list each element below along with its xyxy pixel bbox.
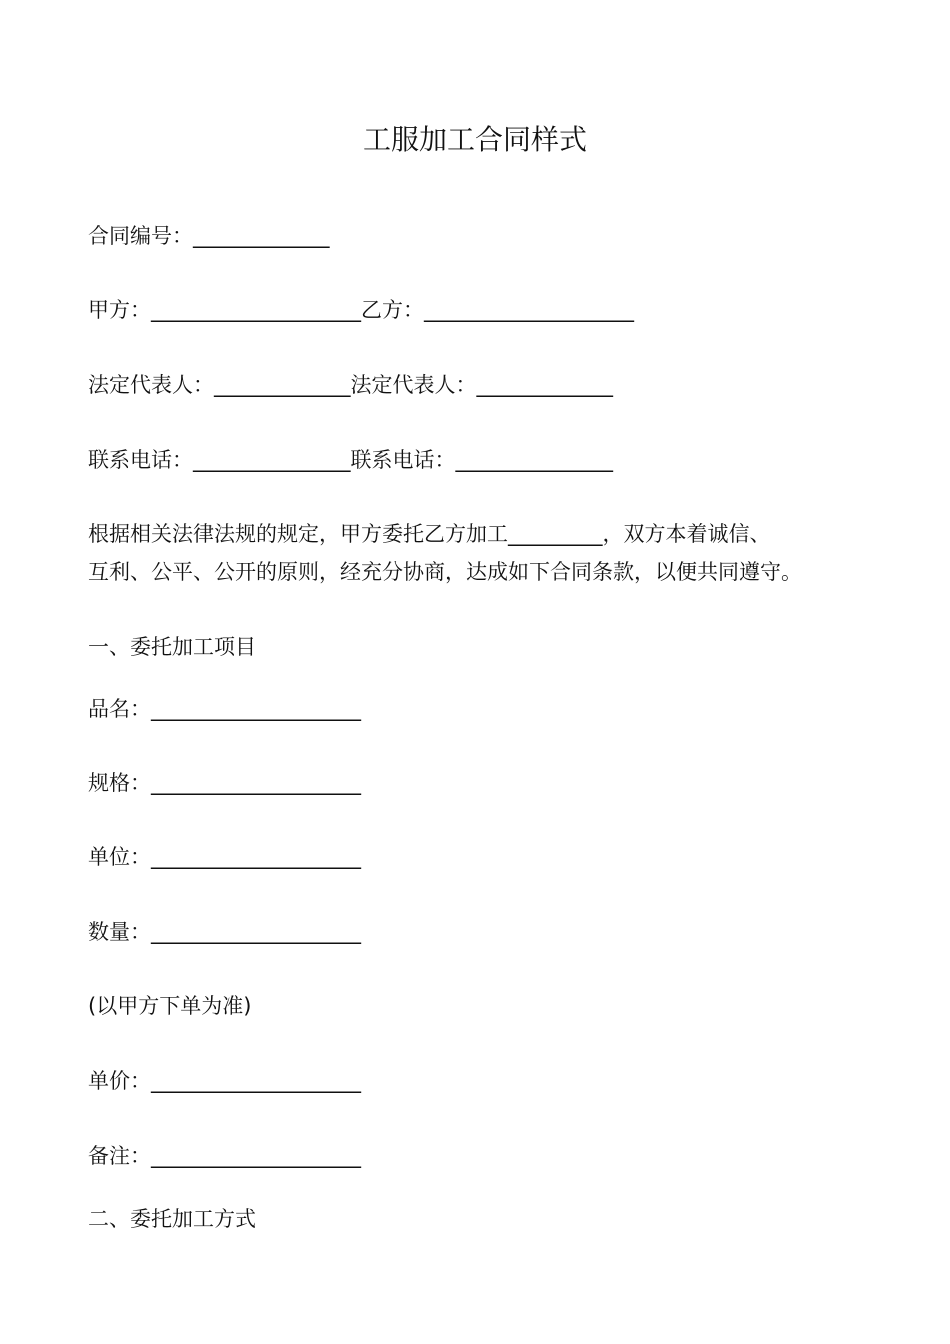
- contract-number-line: 合同编号：_____________: [88, 224, 330, 248]
- party-line: 甲方：____________________乙方：____________________: [88, 298, 634, 322]
- item-name-line: 品名：____________________: [88, 697, 361, 721]
- intro-paragraph: [88, 520, 868, 584]
- section-2-heading: 二、委托加工方式: [88, 1207, 256, 1231]
- section-1-heading: 一、委托加工项目: [88, 635, 256, 659]
- item-spec-line: 规格：____________________: [88, 771, 361, 795]
- legal-representative-line: 法定代表人：_____________法定代表人：_____________: [88, 373, 613, 397]
- intro-paragraph-line-1: 根据相关法律法规的规定，甲方委托乙方加工_________，双方本着诚信、: [88, 522, 771, 546]
- intro-paragraph-line-2: 互利、公平、公开的原则，经充分协商，达成如下合同条款，以便共同遵守。: [88, 560, 802, 584]
- contact-phone-line: 联系电话：_______________联系电话：_______________: [88, 448, 613, 472]
- quantity-note: (以甲方下单为准): [88, 994, 252, 1018]
- item-quantity-line: 数量：____________________: [88, 920, 361, 944]
- item-unit-line: 单位：____________________: [88, 845, 361, 869]
- document-title: 工服加工合同样式: [362, 123, 587, 156]
- item-remark-line: 备注：____________________: [88, 1144, 361, 1168]
- item-price-line: 单价：____________________: [88, 1069, 361, 1093]
